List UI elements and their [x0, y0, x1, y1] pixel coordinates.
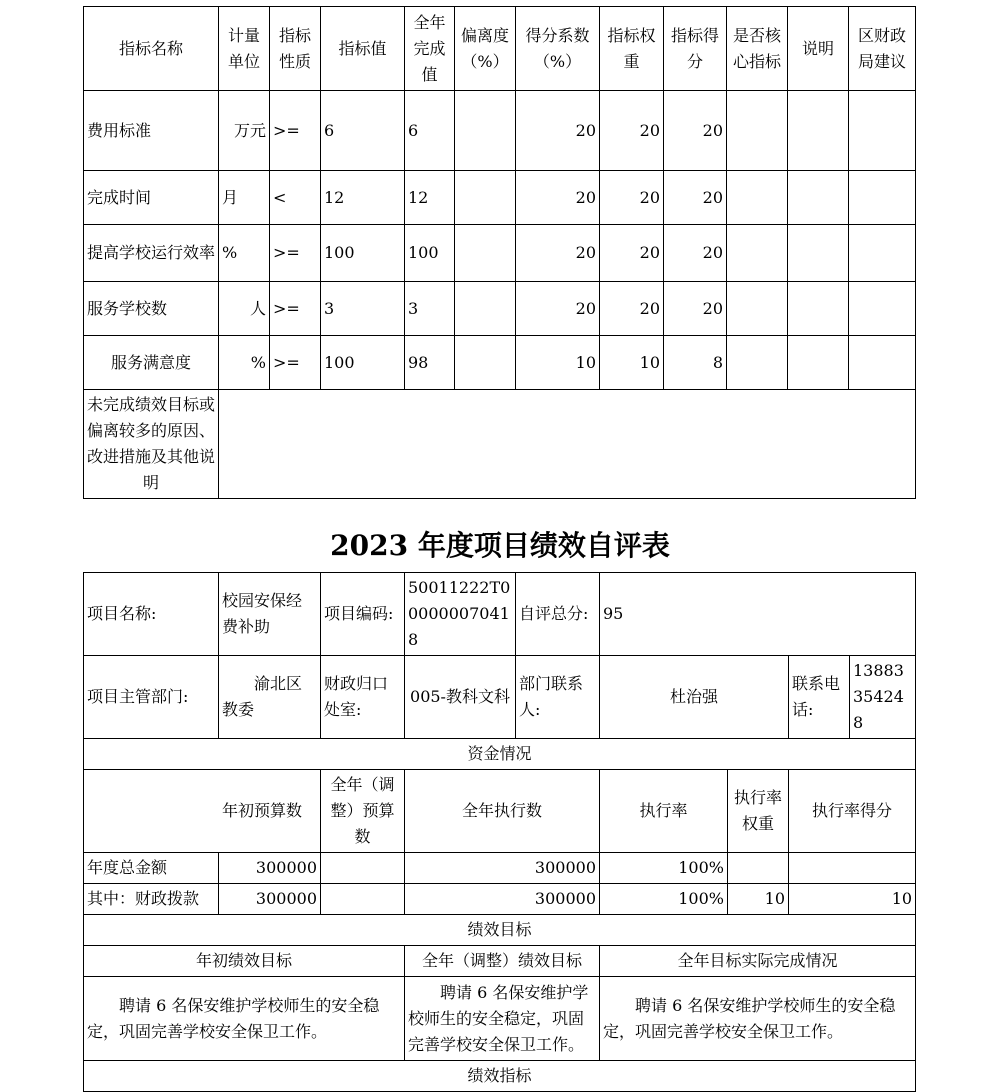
row-score: 20 [664, 91, 727, 171]
funds-row-score [789, 853, 916, 884]
row-core [727, 171, 788, 225]
row-deviation [455, 336, 516, 390]
header-weight: 指标权重 [600, 7, 664, 91]
funds-row-score: 10 [789, 884, 916, 915]
indicator-row [84, 91, 916, 171]
goals-section-row [84, 915, 916, 946]
row-score: 8 [664, 336, 727, 390]
header-note: 说明 [788, 7, 849, 91]
goal-adjusted: 聘请 6 名保安维护学校师生的安全稳定，巩固完善学校安全保卫工作。 [405, 977, 600, 1061]
funds-row-label: 年度总金额 [84, 853, 219, 884]
dept-value: 渝北区教委 [219, 656, 321, 739]
goal-actual: 聘请 6 名保安维护学校师生的安全稳定，巩固完善学校安全保卫工作。 [600, 977, 916, 1061]
row-core [727, 336, 788, 390]
indicator-row [84, 225, 916, 282]
funds-row-initial: 300000 [219, 853, 321, 884]
header-coef: 得分系数（%） [516, 7, 600, 91]
funds-section-title: 资金情况 [84, 739, 916, 770]
header-target: 指标值 [321, 7, 405, 91]
header-advice: 区财政局建议 [849, 7, 916, 91]
row-target: 6 [321, 91, 405, 171]
goals-header-initial: 年初绩效目标 [84, 946, 405, 977]
funds-row-rate: 100% [600, 884, 728, 915]
goal-initial: 聘请 6 名保安维护学校师生的安全稳定，巩固完善学校安全保卫工作。 [84, 977, 405, 1061]
indicators-section-title: 绩效指标 [84, 1061, 916, 1092]
row-actual: 6 [405, 91, 455, 171]
header-nature: 指标性质 [270, 7, 321, 91]
row-nature: >= [270, 91, 321, 171]
header-unit: 计量单位 [219, 7, 270, 91]
row-actual: 3 [405, 282, 455, 336]
row-name: 服务满意度 [84, 336, 219, 390]
row-coef: 10 [516, 336, 600, 390]
row-unit: % [219, 225, 270, 282]
goals-content-row [84, 977, 916, 1061]
goals-section-title: 绩效目标 [84, 915, 916, 946]
funds-row-weight: 10 [728, 884, 789, 915]
dept-label: 项目主管部门: [84, 656, 219, 739]
row-unit: % [219, 336, 270, 390]
row-core [727, 91, 788, 171]
goals-header-row [84, 946, 916, 977]
funds-header-weight: 执行率权重 [728, 770, 789, 853]
goals-header-adjusted: 全年（调整）绩效目标 [405, 946, 600, 977]
funds-header-adjusted: 全年（调整）预算数 [321, 770, 405, 853]
indicator-header-row [84, 7, 916, 91]
row-target: 100 [321, 225, 405, 282]
row-deviation [455, 91, 516, 171]
row-nature: >= [270, 225, 321, 282]
reason-value [219, 390, 916, 499]
row-coef: 20 [516, 225, 600, 282]
row-weight: 20 [600, 171, 664, 225]
header-deviation: 偏离度（%） [455, 7, 516, 91]
funds-row-executed: 300000 [405, 853, 600, 884]
row-name: 提高学校运行效率 [84, 225, 219, 282]
indicator-row [84, 336, 916, 390]
project-code-label: 项目编码: [321, 573, 405, 656]
goals-header-actual: 全年目标实际完成情况 [600, 946, 916, 977]
funds-header-row [84, 770, 916, 853]
row-nature: < [270, 171, 321, 225]
row-nature: >= [270, 282, 321, 336]
row-note [788, 336, 849, 390]
phone-value: 13883354248 [850, 656, 916, 739]
row-name: 完成时间 [84, 171, 219, 225]
indicators-section-row [84, 1061, 916, 1092]
row-name: 服务学校数 [84, 282, 219, 336]
document-title: 2023 年度项目绩效自评表 [330, 529, 670, 562]
funds-header-executed: 全年执行数 [405, 770, 600, 853]
reason-label: 未完成绩效目标或偏离较多的原因、改进措施及其他说明 [84, 390, 219, 499]
indicator-row [84, 171, 916, 225]
header-score: 指标得分 [664, 7, 727, 91]
row-weight: 20 [600, 225, 664, 282]
row-note [788, 225, 849, 282]
row-target: 3 [321, 282, 405, 336]
row-core [727, 282, 788, 336]
row-score: 20 [664, 225, 727, 282]
row-note [788, 171, 849, 225]
funds-row [84, 853, 916, 884]
row-advice [849, 336, 916, 390]
row-nature: >= [270, 336, 321, 390]
row-advice [849, 171, 916, 225]
funds-row-weight [728, 853, 789, 884]
row-advice [849, 282, 916, 336]
row-coef: 20 [516, 91, 600, 171]
contact-label: 部门联系人: [516, 656, 600, 739]
row-deviation [455, 225, 516, 282]
funds-row-label: 其中：财政拨款 [84, 884, 219, 915]
row-actual: 100 [405, 225, 455, 282]
funds-row-executed: 300000 [405, 884, 600, 915]
row-score: 20 [664, 171, 727, 225]
row-name: 费用标准 [84, 91, 219, 171]
total-score-label: 自评总分: [516, 573, 600, 656]
row-weight: 10 [600, 336, 664, 390]
funds-header-score: 执行率得分 [789, 770, 916, 853]
row-deviation [455, 171, 516, 225]
project-name-label: 项目名称: [84, 573, 219, 656]
row-coef: 20 [516, 171, 600, 225]
funds-header-initial: 年初预算数 [84, 770, 321, 853]
project-name-value: 校园安保经费补助 [219, 573, 321, 656]
row-actual: 12 [405, 171, 455, 225]
row-coef: 20 [516, 282, 600, 336]
office-value: 005-教科文科 [405, 656, 516, 739]
funds-row-adjusted [321, 884, 405, 915]
header-core: 是否核心指标 [727, 7, 788, 91]
project-code-value: 50011222T000000070418 [405, 573, 516, 656]
row-deviation [455, 282, 516, 336]
funds-header-rate: 执行率 [600, 770, 728, 853]
reason-row [84, 390, 916, 499]
row-advice [849, 225, 916, 282]
indicator-row [84, 282, 916, 336]
project-table [83, 572, 916, 1092]
indicator-table [83, 6, 916, 499]
row-target: 12 [321, 171, 405, 225]
row-note [788, 282, 849, 336]
row-target: 100 [321, 336, 405, 390]
contact-value: 杜治强 [600, 656, 789, 739]
funds-row-initial: 300000 [219, 884, 321, 915]
header-name: 指标名称 [84, 7, 219, 91]
row-weight: 20 [600, 282, 664, 336]
row-unit: 月 [219, 171, 270, 225]
project-dept-row [84, 656, 916, 739]
row-advice [849, 91, 916, 171]
row-core [727, 225, 788, 282]
office-label: 财政归口处室: [321, 656, 405, 739]
phone-label: 联系电话: [789, 656, 850, 739]
row-unit: 人 [219, 282, 270, 336]
total-score-value: 95 [600, 573, 916, 656]
row-weight: 20 [600, 91, 664, 171]
row-actual: 98 [405, 336, 455, 390]
row-note [788, 91, 849, 171]
funds-row [84, 884, 916, 915]
row-score: 20 [664, 282, 727, 336]
funds-section-row [84, 739, 916, 770]
header-actual: 全年完成值 [405, 7, 455, 91]
funds-row-rate: 100% [600, 853, 728, 884]
row-unit: 万元 [219, 91, 270, 171]
project-info-row [84, 573, 916, 656]
funds-row-adjusted [321, 853, 405, 884]
